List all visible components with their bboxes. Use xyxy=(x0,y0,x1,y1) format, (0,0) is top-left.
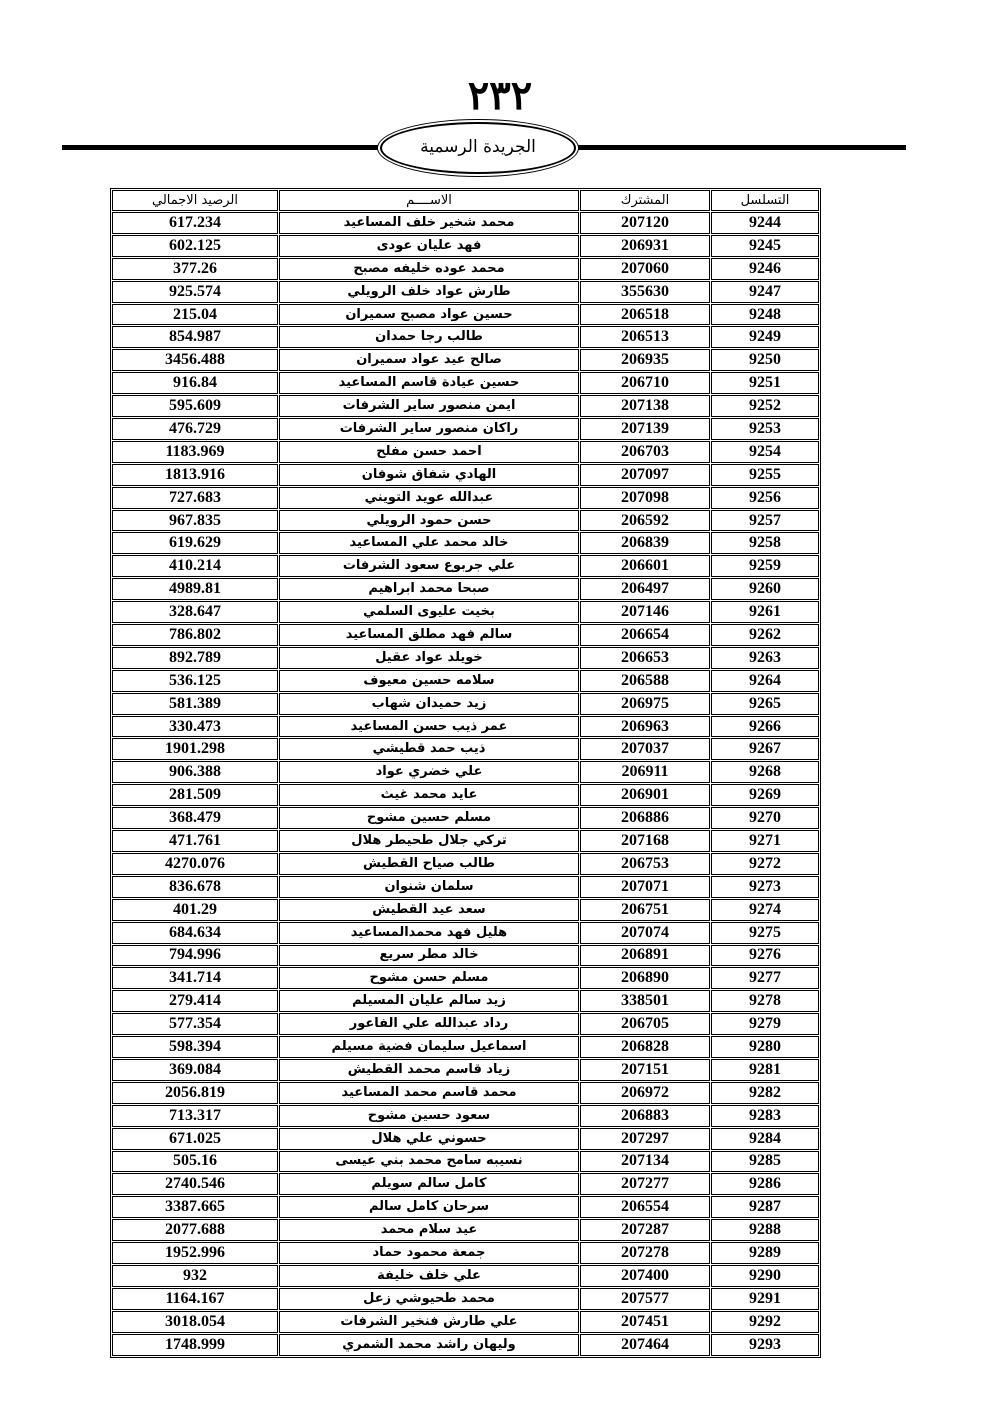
table-row xyxy=(112,1311,819,1333)
balance-cell: 794.996 xyxy=(112,945,278,967)
serial-cell: 9291 xyxy=(711,1288,819,1310)
table-row xyxy=(112,1151,819,1173)
subscriber-cell: 206891 xyxy=(580,945,710,967)
table-row xyxy=(112,601,819,623)
name-cell: سعد عيد القطيش xyxy=(279,899,579,921)
name-cell: وليهان راشد محمد الشمري xyxy=(279,1334,579,1356)
name-cell: صالح عيد عواد سميران xyxy=(279,349,579,371)
subscriber-cell: 207146 xyxy=(580,601,710,623)
subscriber-cell: 206518 xyxy=(580,304,710,326)
serial-cell: 9276 xyxy=(711,945,819,967)
serial-cell: 9280 xyxy=(711,1036,819,1058)
balance-cell: 1952.996 xyxy=(112,1242,278,1264)
table-row xyxy=(112,922,819,944)
subscriber-cell: 207074 xyxy=(580,922,710,944)
table-row xyxy=(112,784,819,806)
name-cell: اسماعيل سليمان فضية مسيلم xyxy=(279,1036,579,1058)
table-row xyxy=(112,555,819,577)
serial-cell: 9287 xyxy=(711,1196,819,1218)
subscriber-cell: 206839 xyxy=(580,532,710,554)
table-row xyxy=(112,395,819,417)
balance-cell: 330.473 xyxy=(112,716,278,738)
serial-cell: 9272 xyxy=(711,853,819,875)
serial-cell: 9245 xyxy=(711,235,819,257)
balance-cell: 410.214 xyxy=(112,555,278,577)
subscriber-cell: 206931 xyxy=(580,235,710,257)
table-row xyxy=(112,853,819,875)
balance-cell: 2056.819 xyxy=(112,1082,278,1104)
table-row xyxy=(112,212,819,234)
name-cell: محمد قاسم محمد المساعيد xyxy=(279,1082,579,1104)
subscriber-cell: 206890 xyxy=(580,967,710,989)
serial-cell: 9270 xyxy=(711,807,819,829)
serial-cell: 9258 xyxy=(711,532,819,554)
table-row xyxy=(112,441,819,463)
name-cell: ذيب حمد قطيشي xyxy=(279,738,579,760)
table-row xyxy=(112,945,819,967)
name-cell: حسوني علي هلال xyxy=(279,1128,579,1150)
name-cell: بخيت عليوى السلمي xyxy=(279,601,579,623)
serial-cell: 9254 xyxy=(711,441,819,463)
balance-cell: 281.509 xyxy=(112,784,278,806)
table-row xyxy=(112,1013,819,1035)
name-cell: محمد طحيوشي زعل xyxy=(279,1288,579,1310)
balance-cell: 3387.665 xyxy=(112,1196,278,1218)
subscriber-cell: 207134 xyxy=(580,1151,710,1173)
balance-cell: 684.634 xyxy=(112,922,278,944)
name-cell: سرحان كامل سالم xyxy=(279,1196,579,1218)
table-row xyxy=(112,647,819,669)
subscriber-cell: 206653 xyxy=(580,647,710,669)
name-cell: راكان منصور ساير الشرفات xyxy=(279,418,579,440)
table-row xyxy=(112,1196,819,1218)
name-cell: سعود حسين مشوح xyxy=(279,1105,579,1127)
name-cell: خالد محمد علي المساعيد xyxy=(279,532,579,554)
balance-cell: 916.84 xyxy=(112,372,278,394)
serial-cell: 9269 xyxy=(711,784,819,806)
balance-cell: 377.26 xyxy=(112,258,278,280)
name-cell: طارش عواد خلف الرويلي xyxy=(279,281,579,303)
subscriber-cell: 206592 xyxy=(580,510,710,532)
serial-cell: 9277 xyxy=(711,967,819,989)
name-cell: علي طارش فنخير الشرفات xyxy=(279,1311,579,1333)
subscriber-cell: 355630 xyxy=(580,281,710,303)
name-cell: علي خلف خليفة xyxy=(279,1265,579,1287)
subscriber-cell: 206601 xyxy=(580,555,710,577)
table-row xyxy=(112,418,819,440)
serial-cell: 9244 xyxy=(711,212,819,234)
subscriber-cell: 206753 xyxy=(580,853,710,875)
balance-cell: 617.234 xyxy=(112,212,278,234)
name-cell: زيد حميدان شهاب xyxy=(279,693,579,715)
table-row xyxy=(112,1288,819,1310)
subscriber-cell: 206883 xyxy=(580,1105,710,1127)
serial-cell: 9271 xyxy=(711,830,819,852)
serial-cell: 9274 xyxy=(711,899,819,921)
balance-cell: 836.678 xyxy=(112,876,278,898)
table-row xyxy=(112,281,819,303)
serial-cell: 9273 xyxy=(711,876,819,898)
table-row xyxy=(112,258,819,280)
table-row xyxy=(112,807,819,829)
serial-cell: 9266 xyxy=(711,716,819,738)
table-row xyxy=(112,372,819,394)
subscriber-cell: 206654 xyxy=(580,624,710,646)
name-cell: فهد عليان عودى xyxy=(279,235,579,257)
balance-cell: 786.802 xyxy=(112,624,278,646)
subscriber-cell: 207577 xyxy=(580,1288,710,1310)
name-cell: خالد مطر سريع xyxy=(279,945,579,967)
name-cell: حسين عواد مصبح سميران xyxy=(279,304,579,326)
serial-cell: 9286 xyxy=(711,1173,819,1195)
table-row xyxy=(112,967,819,989)
serial-cell: 9267 xyxy=(711,738,819,760)
serial-cell: 9289 xyxy=(711,1242,819,1264)
balance-cell: 279.414 xyxy=(112,990,278,1012)
balance-cell: 906.388 xyxy=(112,761,278,783)
balance-cell: 671.025 xyxy=(112,1128,278,1150)
table-row xyxy=(112,1219,819,1241)
balance-cell: 4270.076 xyxy=(112,853,278,875)
balance-cell: 536.125 xyxy=(112,670,278,692)
subscriber-cell: 207464 xyxy=(580,1334,710,1356)
subscriber-cell: 206703 xyxy=(580,441,710,463)
balance-cell: 925.574 xyxy=(112,281,278,303)
table-row xyxy=(112,1036,819,1058)
serial-cell: 9250 xyxy=(711,349,819,371)
balance-cell: 505.16 xyxy=(112,1151,278,1173)
table-row xyxy=(112,761,819,783)
serial-cell: 9279 xyxy=(711,1013,819,1035)
subscriber-cell: 206513 xyxy=(580,326,710,348)
table-row xyxy=(112,510,819,532)
serial-cell: 9255 xyxy=(711,464,819,486)
name-cell: سلمان شنوان xyxy=(279,876,579,898)
balance-cell: 1748.999 xyxy=(112,1334,278,1356)
balance-cell: 619.629 xyxy=(112,532,278,554)
serial-cell: 9285 xyxy=(711,1151,819,1173)
balance-cell: 595.609 xyxy=(112,395,278,417)
balance-cell: 713.317 xyxy=(112,1105,278,1127)
name-cell: علي خضري عواد xyxy=(279,761,579,783)
balance-cell: 854.987 xyxy=(112,326,278,348)
name-cell: سالم فهد مطلق المساعيد xyxy=(279,624,579,646)
serial-cell: 9248 xyxy=(711,304,819,326)
name-cell: احمد حسن مفلح xyxy=(279,441,579,463)
serial-cell: 9290 xyxy=(711,1265,819,1287)
balance-cell: 581.389 xyxy=(112,693,278,715)
header-subscriber: المشترك xyxy=(580,190,710,211)
name-cell: مسلم حسن مشوح xyxy=(279,967,579,989)
balance-cell: 932 xyxy=(112,1265,278,1287)
table-row xyxy=(112,899,819,921)
table-row xyxy=(112,235,819,257)
balance-cell: 401.29 xyxy=(112,899,278,921)
subscriber-cell: 206935 xyxy=(580,349,710,371)
serial-cell: 9259 xyxy=(711,555,819,577)
subscriber-cell: 207139 xyxy=(580,418,710,440)
masthead-title: الجريدة الرسمية xyxy=(420,137,536,157)
table-row xyxy=(112,304,819,326)
subscriber-cell: 207168 xyxy=(580,830,710,852)
header-balance: الرصيد الاجمالي xyxy=(112,190,278,211)
subscriber-cell: 206963 xyxy=(580,716,710,738)
serial-cell: 9288 xyxy=(711,1219,819,1241)
serial-cell: 9264 xyxy=(711,670,819,692)
name-cell: طالب رجا حمدان xyxy=(279,326,579,348)
serial-cell: 9268 xyxy=(711,761,819,783)
name-cell: عايد محمد غيث xyxy=(279,784,579,806)
name-cell: عيد سلام محمد xyxy=(279,1219,579,1241)
name-cell: حسن حمود الرويلي xyxy=(279,510,579,532)
balance-cell: 3456.488 xyxy=(112,349,278,371)
subscriber-cell: 207400 xyxy=(580,1265,710,1287)
serial-cell: 9256 xyxy=(711,487,819,509)
subscriber-cell: 206705 xyxy=(580,1013,710,1035)
balance-cell: 476.729 xyxy=(112,418,278,440)
table-row xyxy=(112,738,819,760)
serial-cell: 9253 xyxy=(711,418,819,440)
name-cell: سلامه حسين معيوف xyxy=(279,670,579,692)
subscriber-cell: 206901 xyxy=(580,784,710,806)
balance-cell: 4989.81 xyxy=(112,578,278,600)
table-row xyxy=(112,670,819,692)
subscriber-table xyxy=(110,188,821,1358)
serial-cell: 9278 xyxy=(711,990,819,1012)
serial-cell: 9261 xyxy=(711,601,819,623)
balance-cell: 2740.546 xyxy=(112,1173,278,1195)
subscriber-cell: 206975 xyxy=(580,693,710,715)
table-row xyxy=(112,349,819,371)
balance-cell: 1183.969 xyxy=(112,441,278,463)
balance-cell: 727.683 xyxy=(112,487,278,509)
balance-cell: 1164.167 xyxy=(112,1288,278,1310)
subscriber-cell: 207297 xyxy=(580,1128,710,1150)
name-cell: ايمن منصور ساير الشرفات xyxy=(279,395,579,417)
balance-cell: 471.761 xyxy=(112,830,278,852)
subscriber-cell: 207120 xyxy=(580,212,710,234)
name-cell: مسلم حسين مشوح xyxy=(279,807,579,829)
subscriber-cell: 207037 xyxy=(580,738,710,760)
subscriber-cell: 206886 xyxy=(580,807,710,829)
table-row xyxy=(112,990,819,1012)
subscriber-cell: 207071 xyxy=(580,876,710,898)
serial-cell: 9252 xyxy=(711,395,819,417)
serial-cell: 9262 xyxy=(711,624,819,646)
serial-cell: 9275 xyxy=(711,922,819,944)
name-cell: كامل سالم سويلم xyxy=(279,1173,579,1195)
name-cell: تركي جلال طحيطر هلال xyxy=(279,830,579,852)
balance-cell: 2077.688 xyxy=(112,1219,278,1241)
serial-cell: 9260 xyxy=(711,578,819,600)
subscriber-cell: 207287 xyxy=(580,1219,710,1241)
table-row xyxy=(112,1059,819,1081)
serial-cell: 9293 xyxy=(711,1334,819,1356)
table-row xyxy=(112,830,819,852)
balance-cell: 967.835 xyxy=(112,510,278,532)
subscriber-cell: 207097 xyxy=(580,464,710,486)
name-cell: طالب صياح القطيش xyxy=(279,853,579,875)
table-header-row xyxy=(112,190,819,211)
subscriber-cell: 206751 xyxy=(580,899,710,921)
name-cell: عبدالله عويد التويني xyxy=(279,487,579,509)
serial-cell: 9257 xyxy=(711,510,819,532)
balance-cell: 3018.054 xyxy=(112,1311,278,1333)
table-row xyxy=(112,326,819,348)
subscriber-cell: 207138 xyxy=(580,395,710,417)
name-cell: جمعة محمود حماد xyxy=(279,1242,579,1264)
name-cell: رداد عبدالله علي الفاعور xyxy=(279,1013,579,1035)
name-cell: الهادي شفاق شوفان xyxy=(279,464,579,486)
serial-cell: 9247 xyxy=(711,281,819,303)
subscriber-cell: 207151 xyxy=(580,1059,710,1081)
balance-cell: 215.04 xyxy=(112,304,278,326)
balance-cell: 892.789 xyxy=(112,647,278,669)
subscriber-cell: 207278 xyxy=(580,1242,710,1264)
serial-cell: 9281 xyxy=(711,1059,819,1081)
subscriber-cell: 338501 xyxy=(580,990,710,1012)
name-cell: نسيبه سامح محمد بني عيسى xyxy=(279,1151,579,1173)
balance-cell: 341.714 xyxy=(112,967,278,989)
name-cell: حسين عيادة قاسم المساعيد xyxy=(279,372,579,394)
balance-cell: 1901.298 xyxy=(112,738,278,760)
balance-cell: 602.125 xyxy=(112,235,278,257)
balance-cell: 598.394 xyxy=(112,1036,278,1058)
name-cell: زيد سالم عليان المسيلم xyxy=(279,990,579,1012)
balance-cell: 369.084 xyxy=(112,1059,278,1081)
subscriber-cell: 207451 xyxy=(580,1311,710,1333)
subscriber-cell: 206588 xyxy=(580,670,710,692)
table-body xyxy=(112,212,819,1356)
balance-cell: 328.647 xyxy=(112,601,278,623)
table-row xyxy=(112,876,819,898)
name-cell: محمد شخير خلف المساعيد xyxy=(279,212,579,234)
serial-cell: 9284 xyxy=(711,1128,819,1150)
subscriber-cell: 206710 xyxy=(580,372,710,394)
table-row xyxy=(112,1105,819,1127)
subscriber-cell: 206828 xyxy=(580,1036,710,1058)
header-serial: التسلسل xyxy=(711,190,819,211)
page-number: ٢٣٢ xyxy=(467,72,533,119)
subscriber-cell: 206972 xyxy=(580,1082,710,1104)
serial-cell: 9251 xyxy=(711,372,819,394)
table-row xyxy=(112,693,819,715)
serial-cell: 9283 xyxy=(711,1105,819,1127)
subscriber-cell: 207277 xyxy=(580,1173,710,1195)
name-cell: محمد عوده خليفه مصبح xyxy=(279,258,579,280)
name-cell: خويلد عواد عقيل xyxy=(279,647,579,669)
subscriber-cell: 207060 xyxy=(580,258,710,280)
balance-cell: 368.479 xyxy=(112,807,278,829)
subscriber-cell: 206497 xyxy=(580,578,710,600)
subscriber-cell: 207098 xyxy=(580,487,710,509)
serial-cell: 9265 xyxy=(711,693,819,715)
table-row xyxy=(112,487,819,509)
table-row xyxy=(112,624,819,646)
name-cell: صبحا محمد ابراهيم xyxy=(279,578,579,600)
serial-cell: 9246 xyxy=(711,258,819,280)
table-row xyxy=(112,532,819,554)
table-row xyxy=(112,1265,819,1287)
table-row xyxy=(112,1082,819,1104)
table-row xyxy=(112,578,819,600)
serial-cell: 9282 xyxy=(711,1082,819,1104)
table-row xyxy=(112,716,819,738)
name-cell: عمر ذيب حسن المساعيد xyxy=(279,716,579,738)
masthead-oval xyxy=(380,122,576,174)
header-name: الاســــم xyxy=(279,190,579,211)
subscriber-cell: 206911 xyxy=(580,761,710,783)
balance-cell: 577.354 xyxy=(112,1013,278,1035)
serial-cell: 9292 xyxy=(711,1311,819,1333)
subscriber-cell: 206554 xyxy=(580,1196,710,1218)
table-row xyxy=(112,1334,819,1356)
table-row xyxy=(112,464,819,486)
table-row xyxy=(112,1242,819,1264)
serial-cell: 9263 xyxy=(711,647,819,669)
table-row xyxy=(112,1128,819,1150)
balance-cell: 1813.916 xyxy=(112,464,278,486)
table-row xyxy=(112,1173,819,1195)
serial-cell: 9249 xyxy=(711,326,819,348)
name-cell: هليل فهد محمدالمساعيد xyxy=(279,922,579,944)
name-cell: علي جربوع سعود الشرفات xyxy=(279,555,579,577)
name-cell: زياد قاسم محمد القطيش xyxy=(279,1059,579,1081)
